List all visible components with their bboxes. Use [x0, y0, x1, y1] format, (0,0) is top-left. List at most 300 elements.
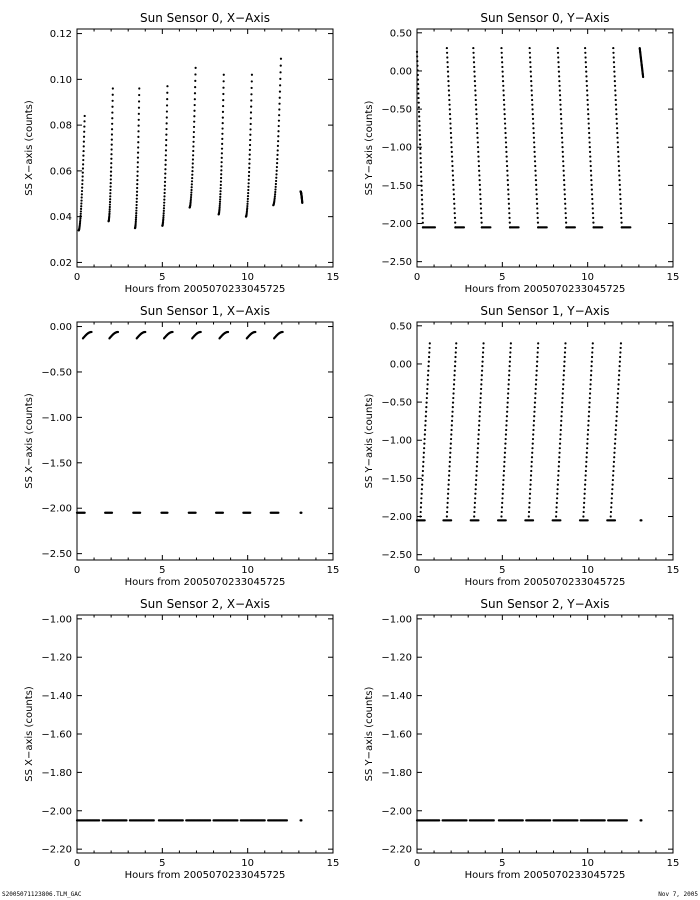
- y-tick-label: −2.20: [41, 844, 72, 856]
- y-tick-label: −2.20: [381, 844, 412, 856]
- data-point: [419, 148, 421, 150]
- data-point: [454, 212, 456, 214]
- data-points: [78, 58, 304, 232]
- data-point: [615, 99, 617, 101]
- chart-panel-0: [24, 11, 339, 295]
- data-point: [165, 144, 167, 146]
- data-point: [247, 186, 249, 188]
- data-point: [164, 185, 166, 187]
- data-point: [613, 66, 615, 68]
- data-point: [449, 113, 451, 115]
- data-point: [138, 125, 140, 127]
- data-point: [451, 151, 453, 153]
- data-point: [559, 443, 561, 445]
- data-point: [509, 365, 511, 367]
- data-point: [452, 392, 454, 394]
- data-point: [613, 61, 615, 63]
- data-point: [477, 438, 479, 440]
- data-point: [508, 217, 510, 219]
- data-point: [611, 493, 613, 495]
- data-point: [586, 99, 588, 101]
- data-point: [508, 379, 510, 381]
- data-point: [615, 424, 617, 426]
- data-point: [426, 392, 428, 394]
- data-point: [501, 497, 503, 499]
- data-point: [192, 166, 194, 168]
- data-point: [589, 397, 591, 399]
- x-tick-label: 5: [159, 858, 166, 869]
- data-point: [111, 128, 113, 130]
- data-point: [450, 132, 452, 134]
- data-point: [531, 94, 533, 96]
- data-point: [503, 470, 505, 472]
- data-point: [533, 420, 535, 422]
- data-point: [137, 141, 139, 143]
- data-point: [505, 151, 507, 153]
- data-point: [83, 131, 85, 133]
- data-point: [421, 493, 423, 495]
- data-point: [559, 433, 561, 435]
- data-point: [248, 175, 250, 177]
- data-point: [591, 360, 593, 362]
- data-point: [219, 193, 221, 195]
- data-point: [642, 76, 644, 78]
- data-point: [590, 165, 592, 167]
- data-point: [501, 61, 503, 63]
- data-point: [474, 85, 476, 87]
- data-point: [448, 479, 450, 481]
- data-point: [480, 383, 482, 385]
- data-point: [275, 173, 277, 175]
- data-point: [192, 150, 194, 152]
- data-point: [559, 519, 561, 521]
- data-point: [222, 93, 224, 95]
- data-point: [192, 145, 194, 147]
- data-point: [286, 819, 288, 821]
- data-point: [610, 506, 612, 508]
- data-point: [222, 87, 224, 89]
- data-point: [615, 108, 617, 110]
- chart-title: Sun Sensor 2, X−Axis: [139, 597, 271, 611]
- data-point: [556, 488, 558, 490]
- data-point: [532, 127, 534, 129]
- data-point: [419, 129, 421, 131]
- data-point: [611, 497, 613, 499]
- data-point: [79, 219, 81, 221]
- data-point: [454, 370, 456, 372]
- data-point: [591, 193, 593, 195]
- y-tick-label: −2.00: [381, 806, 412, 818]
- data-point: [482, 351, 484, 353]
- y-tick-label: 0.12: [49, 29, 72, 41]
- data-point: [453, 207, 455, 209]
- data-point: [505, 137, 507, 139]
- data-point: [190, 198, 192, 200]
- data-point: [640, 819, 642, 821]
- data-point: [613, 465, 615, 467]
- data-point: [166, 104, 168, 106]
- data-point: [450, 429, 452, 431]
- data-point: [448, 99, 450, 101]
- data-point: [416, 65, 418, 67]
- data-point: [452, 170, 454, 172]
- data-point: [585, 465, 587, 467]
- data-point: [279, 91, 281, 93]
- data-point: [528, 511, 530, 513]
- data-point: [591, 184, 593, 186]
- data-point: [426, 397, 428, 399]
- data-point: [473, 71, 475, 73]
- data-point: [565, 217, 567, 219]
- data-point: [502, 71, 504, 73]
- x-tick-label: 0: [73, 858, 81, 869]
- chart-panel-4: [24, 597, 339, 881]
- x-tick-label: 15: [666, 565, 680, 576]
- data-point: [502, 80, 504, 82]
- data-point: [137, 161, 139, 163]
- data-point: [192, 141, 194, 143]
- data-point: [478, 420, 480, 422]
- data-point: [220, 184, 222, 186]
- data-point: [136, 194, 138, 196]
- data-point: [449, 461, 451, 463]
- data-point: [163, 210, 165, 212]
- data-point: [417, 92, 419, 94]
- data-point: [109, 208, 111, 210]
- data-point: [477, 443, 479, 445]
- data-point: [477, 141, 479, 143]
- data-point: [278, 103, 280, 105]
- data-point: [587, 108, 589, 110]
- plot-frame: [417, 615, 673, 853]
- data-point: [507, 193, 509, 195]
- data-point: [535, 379, 537, 381]
- data-point: [604, 819, 606, 821]
- data-point: [563, 365, 565, 367]
- data-point: [454, 365, 456, 367]
- data-point: [451, 411, 453, 413]
- data-point: [560, 122, 562, 124]
- data-point: [584, 52, 586, 54]
- data-point: [475, 474, 477, 476]
- data-point: [508, 370, 510, 372]
- x-tick-label: 15: [326, 272, 340, 283]
- data-point: [505, 141, 507, 143]
- data-point: [534, 165, 536, 167]
- data-point: [109, 203, 111, 205]
- data-point: [276, 166, 278, 168]
- data-point: [479, 411, 481, 413]
- data-point: [591, 198, 593, 200]
- data-point: [81, 179, 83, 181]
- data-point: [503, 108, 505, 110]
- data-point: [137, 152, 139, 154]
- data-point: [428, 360, 430, 362]
- data-point: [250, 123, 252, 125]
- data-point: [536, 203, 538, 205]
- data-point: [506, 415, 508, 417]
- data-point: [587, 519, 589, 521]
- data-point: [195, 512, 197, 514]
- data-point: [614, 94, 616, 96]
- data-point: [434, 226, 436, 228]
- data-point: [509, 351, 511, 353]
- data-point: [81, 193, 83, 195]
- data-point: [561, 397, 563, 399]
- data-point: [480, 217, 482, 219]
- data-point: [223, 80, 225, 82]
- data-point: [222, 111, 224, 113]
- data-point: [534, 402, 536, 404]
- data-point: [559, 438, 561, 440]
- data-point: [82, 155, 84, 157]
- data-point: [531, 456, 533, 458]
- data-point: [135, 212, 137, 214]
- data-point: [534, 155, 536, 157]
- data-point: [529, 52, 531, 54]
- data-point: [455, 342, 457, 344]
- data-point: [586, 89, 588, 91]
- x-tick-label: 0: [413, 565, 421, 576]
- data-point: [421, 212, 423, 214]
- data-point: [446, 506, 448, 508]
- data-point: [275, 180, 277, 182]
- data-point: [557, 484, 559, 486]
- data-point: [532, 429, 534, 431]
- data-point: [592, 342, 594, 344]
- data-point: [478, 165, 480, 167]
- data-point: [274, 191, 276, 193]
- data-point: [79, 217, 81, 219]
- data-point: [589, 146, 591, 148]
- data-point: [221, 157, 223, 159]
- data-point: [278, 108, 280, 110]
- chart-title: Sun Sensor 0, X−Axis: [139, 11, 271, 25]
- data-point: [476, 456, 478, 458]
- data-point: [446, 52, 448, 54]
- y-tick-label: −0.50: [381, 104, 412, 116]
- data-point: [478, 160, 480, 162]
- x-tick-label: 10: [581, 272, 595, 283]
- data-point: [482, 347, 484, 349]
- data-point: [474, 94, 476, 96]
- data-point: [614, 85, 616, 87]
- data-point: [448, 104, 450, 106]
- data-point: [248, 163, 250, 165]
- data-point: [479, 193, 481, 195]
- data-point: [164, 188, 166, 190]
- data-point: [138, 113, 140, 115]
- data-point: [165, 159, 167, 161]
- data-point: [136, 201, 138, 203]
- data-point: [619, 188, 621, 190]
- data-point: [427, 374, 429, 376]
- data-point: [558, 71, 560, 73]
- data-point: [560, 415, 562, 417]
- data-point: [586, 80, 588, 82]
- data-point: [451, 420, 453, 422]
- data-point: [591, 351, 593, 353]
- data-point: [250, 111, 252, 113]
- data-point: [531, 104, 533, 106]
- data-point: [503, 99, 505, 101]
- y-tick-label: 0.00: [389, 66, 412, 78]
- data-point: [220, 187, 222, 189]
- data-point: [274, 193, 276, 195]
- data-point: [250, 105, 252, 107]
- data-point: [453, 188, 455, 190]
- data-point: [438, 819, 440, 821]
- data-point: [530, 465, 532, 467]
- data-point: [449, 456, 451, 458]
- y-tick-label: 0.08: [49, 120, 72, 132]
- y-tick-label: −0.50: [381, 397, 412, 409]
- data-point: [249, 139, 251, 141]
- data-point: [587, 420, 589, 422]
- data-point: [449, 108, 451, 110]
- data-point: [479, 188, 481, 190]
- data-point: [425, 420, 427, 422]
- data-point: [614, 447, 616, 449]
- data-point: [474, 493, 476, 495]
- data-point: [584, 484, 586, 486]
- data-point: [584, 488, 586, 490]
- data-point: [557, 52, 559, 54]
- y-tick-label: −1.20: [381, 652, 412, 664]
- data-point: [508, 198, 510, 200]
- data-point: [612, 52, 614, 54]
- data-point: [615, 113, 617, 115]
- data-point: [532, 118, 534, 120]
- y-axis-label: SS Y−axis (counts): [364, 686, 375, 782]
- data-point: [191, 174, 193, 176]
- data-point: [220, 173, 222, 175]
- date-label: Nov 7, 2005: [658, 891, 698, 898]
- data-point: [429, 342, 431, 344]
- data-point: [194, 80, 196, 82]
- data-point: [227, 331, 229, 333]
- data-point: [423, 456, 425, 458]
- data-point: [190, 191, 192, 193]
- data-point: [418, 115, 420, 117]
- data-points: [76, 819, 303, 821]
- data-point: [482, 342, 484, 344]
- data-point: [613, 56, 615, 58]
- data-point: [135, 207, 137, 209]
- data-point: [620, 212, 622, 214]
- data-point: [473, 61, 475, 63]
- data-point: [529, 484, 531, 486]
- data-point: [248, 167, 250, 169]
- data-point: [561, 127, 563, 129]
- data-point: [480, 397, 482, 399]
- data-point: [618, 170, 620, 172]
- data-point: [83, 136, 85, 138]
- data-point: [585, 474, 587, 476]
- data-point: [274, 195, 276, 197]
- data-point: [616, 411, 618, 413]
- data-point: [562, 388, 564, 390]
- data-point: [615, 104, 617, 106]
- data-point: [588, 127, 590, 129]
- data-point: [584, 479, 586, 481]
- data-point: [475, 484, 477, 486]
- data-point: [582, 515, 584, 517]
- data-point: [583, 511, 585, 513]
- data-point: [562, 379, 564, 381]
- data-point: [473, 56, 475, 58]
- data-point: [164, 173, 166, 175]
- data-point: [601, 226, 603, 228]
- data-point: [165, 128, 167, 130]
- data-point: [449, 447, 451, 449]
- chart-title: Sun Sensor 1, X−Axis: [139, 304, 271, 318]
- data-point: [79, 215, 81, 217]
- data-point: [501, 56, 503, 58]
- y-tick-label: 0.10: [49, 74, 72, 86]
- y-tick-label: −2.50: [41, 549, 72, 561]
- data-point: [502, 89, 504, 91]
- data-point: [111, 512, 113, 514]
- data-point: [563, 170, 565, 172]
- data-point: [424, 424, 426, 426]
- data-point: [590, 374, 592, 376]
- data-point: [109, 192, 111, 194]
- data-point: [616, 127, 618, 129]
- data-point: [421, 488, 423, 490]
- data-point: [463, 226, 465, 228]
- data-point: [421, 203, 423, 205]
- data-point: [476, 118, 478, 120]
- y-tick-label: −2.00: [381, 219, 412, 231]
- data-point: [136, 179, 138, 181]
- data-point: [478, 174, 480, 176]
- data-point: [557, 61, 559, 63]
- data-point: [475, 479, 477, 481]
- y-tick-label: −1.60: [381, 729, 412, 741]
- data-point: [219, 190, 221, 192]
- data-point: [618, 165, 620, 167]
- data-point: [194, 73, 196, 75]
- data-point: [562, 155, 564, 157]
- data-point: [417, 78, 419, 80]
- data-point: [536, 370, 538, 372]
- data-point: [620, 222, 622, 224]
- data-point: [450, 146, 452, 148]
- data-point: [417, 83, 419, 85]
- data-point: [447, 66, 449, 68]
- data-point: [535, 174, 537, 176]
- data-point: [451, 160, 453, 162]
- data-point: [531, 99, 533, 101]
- data-point: [138, 107, 140, 109]
- data-point: [556, 493, 558, 495]
- data-point: [475, 113, 477, 115]
- data-point: [192, 158, 194, 160]
- data-point: [505, 146, 507, 148]
- data-point: [247, 200, 249, 202]
- data-point: [81, 183, 83, 185]
- data-point: [420, 166, 422, 168]
- data-point: [478, 170, 480, 172]
- data-point: [423, 452, 425, 454]
- data-point: [480, 379, 482, 381]
- chart-panel-2: [24, 304, 339, 588]
- data-point: [614, 89, 616, 91]
- data-point: [618, 379, 620, 381]
- data-point: [587, 438, 589, 440]
- data-point: [447, 488, 449, 490]
